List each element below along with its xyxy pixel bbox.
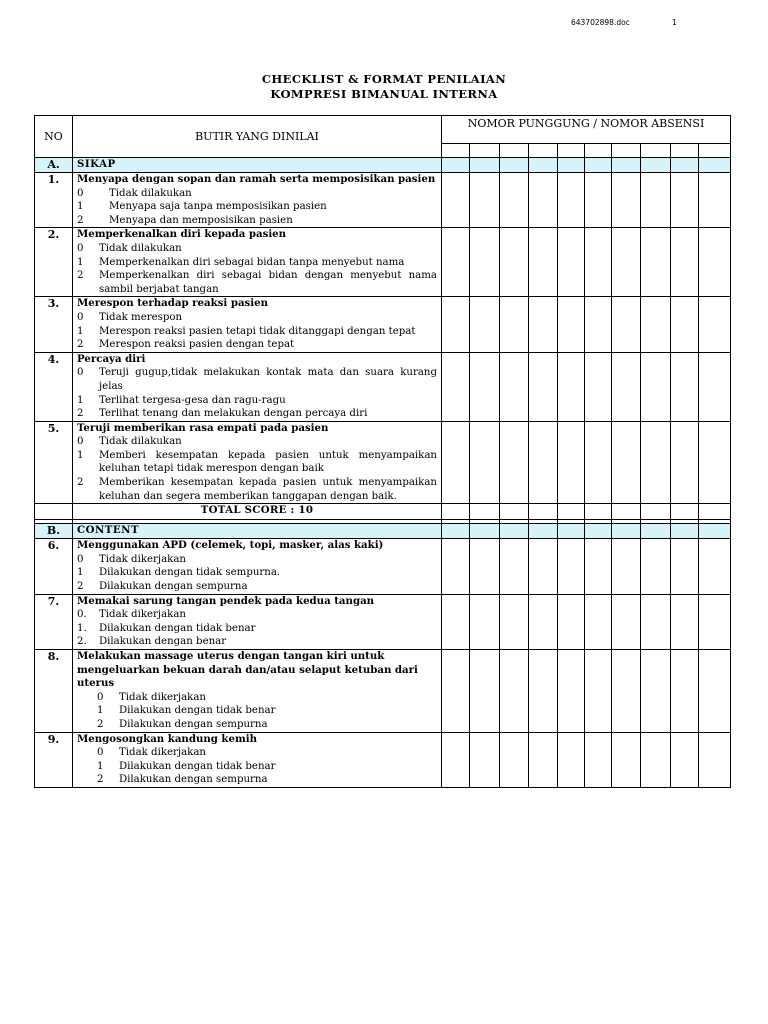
score-cell[interactable] [612,504,641,520]
score-cell[interactable] [500,650,529,733]
score-cell[interactable] [470,228,500,297]
score-cell[interactable] [442,650,470,733]
score-cell[interactable] [529,173,558,228]
table-row [35,539,731,594]
score-cell[interactable] [585,732,612,787]
score-cell[interactable] [442,594,470,649]
score-cell[interactable] [612,421,641,504]
score-cell[interactable] [558,352,585,421]
score-cell[interactable] [585,173,612,228]
score-cell[interactable] [529,524,558,539]
header-butir: BUTIR YANG DINILAI [73,116,442,158]
score-cell[interactable] [699,352,731,421]
total-blank [35,504,73,520]
score-cell[interactable] [442,297,470,352]
score-cell[interactable] [558,504,585,520]
score-cell[interactable] [671,594,699,649]
score-cell[interactable] [470,352,500,421]
table-row [35,173,731,228]
item-cell [73,732,442,787]
option-line [77,325,437,339]
score-cell[interactable] [529,144,558,158]
score-cell[interactable] [699,173,731,228]
score-cell[interactable] [699,421,731,504]
score-cell[interactable] [585,539,612,594]
option-number: 2 [77,270,84,282]
score-cell[interactable] [671,421,699,504]
score-cell[interactable] [699,650,731,733]
option-line [77,407,437,421]
option-text: Tidak dilakukan [99,436,182,448]
score-cell[interactable] [671,228,699,297]
option-text: Dilakukan dengan tidak benar [99,622,256,634]
score-cell[interactable] [500,421,529,504]
score-cell[interactable] [641,144,671,158]
score-cell[interactable] [529,650,558,733]
score-cell[interactable] [500,228,529,297]
score-cell[interactable] [500,594,529,649]
option-line [77,214,437,228]
option-number: 2 [77,214,84,226]
table-row [35,297,731,352]
item-number: 8. [35,650,73,733]
option-number: 0. [77,609,87,621]
option-text: Dilakukan dengan benar [99,636,227,648]
option-text: Memberikan kesempatan kepada pasien untuk menyampaikan keluhan dan segera memberikan tanggapan dengan baik. [99,477,437,502]
item-cell [73,594,442,649]
score-cell[interactable] [442,158,470,173]
option-text: Tidak merespon [99,311,183,323]
option-line [77,242,437,256]
score-cell[interactable] [470,539,500,594]
score-cell[interactable] [641,158,671,173]
score-cell[interactable] [470,421,500,504]
score-cell[interactable] [671,158,699,173]
score-cell[interactable] [641,524,671,539]
score-cell[interactable] [699,539,731,594]
score-cell[interactable] [671,732,699,787]
score-cell[interactable] [558,732,585,787]
score-cell[interactable] [585,352,612,421]
score-cell[interactable] [641,352,671,421]
option-text: Tidak dilakukan [99,242,182,254]
option-number: 2. [77,636,87,648]
score-cell[interactable] [612,352,641,421]
score-cell[interactable] [470,297,500,352]
option-number: 0 [77,311,84,323]
item-cell [73,352,442,421]
option-number: 1. [77,622,87,634]
score-cell[interactable] [500,144,529,158]
score-cell[interactable] [529,228,558,297]
score-cell[interactable] [470,524,500,539]
option-line [77,566,437,580]
item-cell [73,228,442,297]
score-cell[interactable] [641,539,671,594]
score-cell[interactable] [585,524,612,539]
score-cell[interactable] [529,352,558,421]
item-number: 6. [35,539,73,594]
score-cell[interactable] [442,732,470,787]
section-code: A. [35,158,73,173]
score-cell[interactable] [671,650,699,733]
option-line [77,608,437,622]
item-cell [73,539,442,594]
option-line [77,256,437,270]
option-line [77,394,437,408]
option-line [77,366,437,393]
score-cell[interactable] [585,650,612,733]
score-cell[interactable] [671,297,699,352]
option-number: 2 [77,581,84,593]
score-cell[interactable] [529,158,558,173]
option-number: 1 [77,256,84,268]
score-cell[interactable] [558,421,585,504]
item-question: Teruji memberikan rasa empati pada pasien [77,421,329,434]
score-cell[interactable] [442,228,470,297]
table-header-row [35,116,731,144]
item-cell [73,421,442,504]
score-cell[interactable] [585,594,612,649]
score-cell[interactable] [612,158,641,173]
option-line [77,635,437,649]
score-cell[interactable] [671,173,699,228]
score-cell[interactable] [442,524,470,539]
option-line [77,311,437,325]
score-cell[interactable] [558,539,585,594]
score-cell[interactable] [641,421,671,504]
score-cell[interactable] [529,297,558,352]
score-cell[interactable] [529,594,558,649]
table-row [35,594,731,649]
option-text: Menyapa dan memposisikan pasien [109,214,293,226]
score-cell[interactable] [558,594,585,649]
section-row [35,158,731,173]
option-text: Dilakukan dengan tidak benar [119,760,276,772]
score-cell[interactable] [671,352,699,421]
score-cell[interactable] [612,650,641,733]
item-cell [73,650,442,733]
score-cell[interactable] [529,539,558,594]
score-cell[interactable] [470,732,500,787]
item-cell [73,297,442,352]
score-cell[interactable] [442,539,470,594]
score-cell[interactable] [641,650,671,733]
option-number: 0 [77,187,84,199]
score-cell[interactable] [699,158,731,173]
option-text: Teruji gugup,tidak melakukan kontak mata dan suara kurang jelas [99,367,437,392]
item-question: Memakai sarung tangan pendek pada kedua tangan [77,594,375,607]
item-cell [73,173,442,228]
score-cell[interactable] [442,144,470,158]
option-line [77,760,437,774]
score-cell[interactable] [500,158,529,173]
option-number: 1 [77,394,84,406]
item-question: Percaya diri [77,352,146,365]
item-question: Mengosongkan kandung kemih [77,732,258,745]
score-cell[interactable] [500,504,529,520]
score-cell[interactable] [699,594,731,649]
option-number: 0 [77,553,84,565]
option-text: Tidak dikerjakan [99,553,186,565]
option-text: Merespon reaksi pasien tetapi tidak ditanggapi dengan tepat [99,325,416,337]
document-title [0,72,768,102]
title-line-1: CHECKLIST & FORMAT PENILAIAN [261,72,507,86]
score-cell[interactable] [699,144,731,158]
option-number: 0 [97,691,104,703]
item-number: 3. [35,297,73,352]
score-cell[interactable] [442,504,470,520]
option-line [77,200,437,214]
score-cell[interactable] [585,158,612,173]
document-header [0,18,768,32]
score-cell[interactable] [612,297,641,352]
option-number: 2 [77,339,84,351]
item-number: 9. [35,732,73,787]
score-cell[interactable] [671,539,699,594]
score-cell[interactable] [500,352,529,421]
option-number: 0 [77,367,84,379]
score-cell[interactable] [699,504,731,520]
score-cell[interactable] [641,732,671,787]
score-cell[interactable] [641,297,671,352]
option-number: 0 [97,747,104,759]
item-number: 2. [35,228,73,297]
score-cell[interactable] [529,504,558,520]
section-row [35,524,731,539]
score-cell[interactable] [558,650,585,733]
score-cell[interactable] [585,421,612,504]
assessment-table [34,115,731,788]
score-cell[interactable] [641,173,671,228]
score-cell[interactable] [612,144,641,158]
score-cell[interactable] [558,173,585,228]
option-text: Tidak dikerjakan [119,747,206,759]
score-cell[interactable] [500,732,529,787]
option-text: Memperkenalkan diri sebagai bidan dengan menyebut nama sambil berjabat tangan [99,270,437,295]
option-number: 2 [77,477,84,489]
score-cell[interactable] [641,228,671,297]
section-code: B. [35,524,73,539]
score-cell[interactable] [585,228,612,297]
item-question: Melakukan massage uterus dengan tangan kiri untuk mengeluarkan bekuan darah dan/atau selaput ketuban dari uterus [77,650,418,690]
score-cell[interactable] [470,173,500,228]
option-text: Tidak dilakukan [109,187,192,199]
table-row [35,732,731,787]
option-number: 1 [77,449,84,461]
item-question: Memperkenalkan diri kepada pasien [77,228,287,241]
score-cell[interactable] [671,144,699,158]
option-number: 0 [77,242,84,254]
score-cell[interactable] [612,524,641,539]
score-cell[interactable] [500,173,529,228]
score-cell[interactable] [558,524,585,539]
header-no: NO [35,116,73,158]
score-cell[interactable] [585,144,612,158]
title-line-2: KOMPRESI BIMANUAL INTERNA [270,87,498,101]
score-cell[interactable] [470,504,500,520]
option-number: 0 [77,436,84,448]
section-title: SIKAP [73,158,442,173]
item-number: 1. [35,173,73,228]
option-line [77,773,437,787]
table-row [35,650,731,733]
item-question: Menggunakan APD (celemek, topi, masker, alas kaki) [77,539,384,552]
score-cell[interactable] [612,539,641,594]
score-cell[interactable] [500,524,529,539]
page-number: 1 [672,18,677,27]
option-number: 1 [77,201,84,213]
item-number: 7. [35,594,73,649]
score-cell[interactable] [470,144,500,158]
option-line [77,338,437,352]
score-cell[interactable] [529,421,558,504]
option-text: Dilakukan dengan tidak sempurna. [99,567,281,579]
score-cell[interactable] [612,173,641,228]
score-cell[interactable] [470,594,500,649]
option-number: 2 [77,408,84,420]
option-number: 1 [97,705,104,717]
option-line [77,580,437,594]
score-cell[interactable] [699,732,731,787]
total-score-label: TOTAL SCORE : 10 [73,504,442,520]
score-cell[interactable] [558,158,585,173]
option-line [77,269,437,296]
score-cell[interactable] [558,228,585,297]
score-cell[interactable] [585,297,612,352]
score-cell[interactable] [612,594,641,649]
option-text: Terlihat tenang dan melakukan dengan percaya diri [99,408,368,420]
document-filename: 643702898.doc [571,18,630,27]
item-question: Menyapa dengan sopan dan ramah serta memposisikan pasien [77,173,436,185]
score-cell[interactable] [442,421,470,504]
option-line [77,691,437,705]
section-title: CONTENT [73,524,442,539]
option-text: Merespon reaksi pasien dengan tepat [99,339,295,351]
option-number: 1 [77,325,84,337]
item-number: 4. [35,352,73,421]
option-text: Dilakukan dengan sempurna [119,774,268,786]
option-line [77,718,437,732]
score-cell[interactable] [641,594,671,649]
score-cell[interactable] [529,732,558,787]
score-cell[interactable] [500,297,529,352]
option-line [77,449,437,476]
option-text: Memperkenalkan diri sebagai bidan tanpa menyebut nama [99,256,405,268]
item-question: Merespon terhadap reaksi pasien [77,297,269,310]
score-cell[interactable] [671,504,699,520]
option-text: Memberi kesempatan kepada pasien untuk menyampaikan keluhan tetapi tidak merespon dengan baik [99,449,437,475]
score-cell[interactable] [558,297,585,352]
score-cell[interactable] [671,524,699,539]
score-cell[interactable] [470,650,500,733]
score-cell[interactable] [442,352,470,421]
score-cell[interactable] [442,173,470,228]
option-line [77,187,437,201]
table-row [35,352,731,421]
score-cell[interactable] [470,158,500,173]
option-text: Dilakukan dengan sempurna [119,718,268,730]
option-line [77,746,437,760]
option-number: 2 [97,718,104,730]
option-text: Menyapa saja tanpa memposisikan pasien [109,201,327,213]
score-cell[interactable] [500,539,529,594]
option-text: Dilakukan dengan tidak benar [119,705,276,717]
score-cell[interactable] [558,144,585,158]
option-line [77,435,437,449]
table-row [35,421,731,504]
option-text: Tidak dikerjakan [119,691,206,703]
option-number: 1 [97,760,104,772]
score-cell[interactable] [699,228,731,297]
score-cell[interactable] [699,297,731,352]
option-line [77,553,437,567]
option-text: Terlihat tergesa-gesa dan ragu-ragu [99,394,286,406]
item-number: 5. [35,421,73,504]
option-line [77,476,437,503]
option-number: 2 [97,774,104,786]
table-row [35,228,731,297]
option-number: 1 [77,567,84,579]
score-cell[interactable] [699,524,731,539]
option-text: Dilakukan dengan sempurna [99,581,248,593]
score-cell[interactable] [585,504,612,520]
total-score-row [35,504,731,520]
score-cell[interactable] [612,732,641,787]
header-nomor-absensi: NOMOR PUNGGUNG / NOMOR ABSENSI [442,116,731,144]
score-cell[interactable] [612,228,641,297]
score-cell[interactable] [641,504,671,520]
option-text: Tidak dikerjakan [99,609,186,621]
option-line [77,622,437,636]
option-line [77,704,437,718]
